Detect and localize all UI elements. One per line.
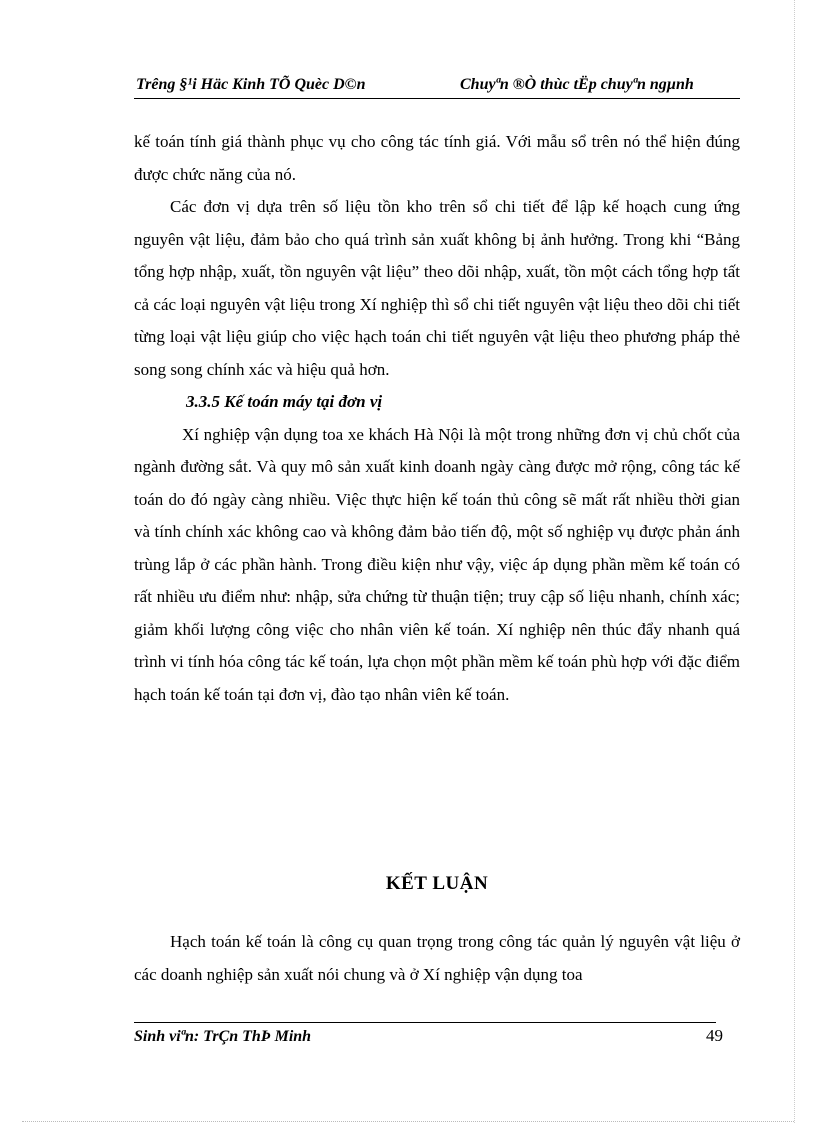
- footer-student: Sinh viªn: TrÇn ThÞ Minh: [134, 1028, 312, 1045]
- page-border-right: [794, 0, 795, 1123]
- conclusion-paragraph: Hạch toán kế toán là công cụ quan trọng trong công tác quản lý nguyên vật liệu ở các doanh nghiệp sản xuất nói chung và ở Xí nghiệp vận dụng toa: [134, 932, 740, 984]
- section-paragraph: Xí nghiệp vận dụng toa xe khách Hà Nội là một trong những đơn vị chủ chốt của ngành đường sắt. Và quy mô sản xuất kinh doanh ngày càng được mở rộng, công tác kế toán do đó ngày càng nhiều. Việc thực hiện kế toán thủ công sẽ mất rất nhiều thời gian và tính chính xác không cao và không đảm bảo tiến độ, một số nghiệp vụ được phản ánh trùng lắp ở các phần hành. Trong điều kiện như vậy, việc áp dụng phần mềm kế toán có rất nhiều ưu điểm như: nhập, sửa chứng từ thuận tiện; truy cập số liệu nhanh, chính xác; giảm khối lượng công việc cho nhân viên kế toán. Xí nghiệp nên thúc đẩy nhanh quá trình vi tính hóa công tác kế toán, lựa chọn một phần mềm kế toán phù hợp với đặc điểm hạch toán kế toán tại đơn vị, đào tạo nhân viên kế toán.: [134, 424, 740, 704]
- page-header: [134, 76, 740, 99]
- conclusion-body: [134, 926, 740, 991]
- page-number: 49: [706, 1026, 723, 1045]
- section-heading: 3.3.5 Kế toán máy tại đơn vị: [186, 392, 383, 411]
- paragraph-1: kế toán tính giá thành phục vụ cho công tác tính giá. Với mẫu sổ trên nó thể hiện đúng được chức năng của nó.: [134, 132, 740, 184]
- header-report-type: Chuyªn ®Ò thùc tËp chuyªn ngµnh: [460, 76, 694, 93]
- paragraph-2: Các đơn vị dựa trên số liệu tồn kho trên sổ chi tiết để lập kế hoạch cung ứng nguyên vật liệu, đảm bảo cho quá trình sản xuất không bị ảnh hưởng. Trong khi “Bảng tổng hợp nhập, xuất, tồn nguyên vật liệu” theo dõi nhập, xuất, tồn một cách tổng hợp tất cả các loại nguyên vật liệu trong Xí nghiệp thì sổ chi tiết nguyên vật liệu theo dõi chi tiết từng loại vật liệu giúp cho việc hạch toán chi tiết nguyên vật liệu theo phương pháp thẻ song song chính xác và hiệu quả hơn.: [134, 197, 740, 379]
- conclusion-title: KẾT LUẬN: [385, 873, 489, 894]
- header-university: Trêng §¹i Häc Kinh TÕ Quèc D©n: [136, 76, 366, 93]
- footer-divider: [134, 1022, 716, 1023]
- body-text: [134, 126, 740, 711]
- page-border-bottom: [22, 1121, 794, 1122]
